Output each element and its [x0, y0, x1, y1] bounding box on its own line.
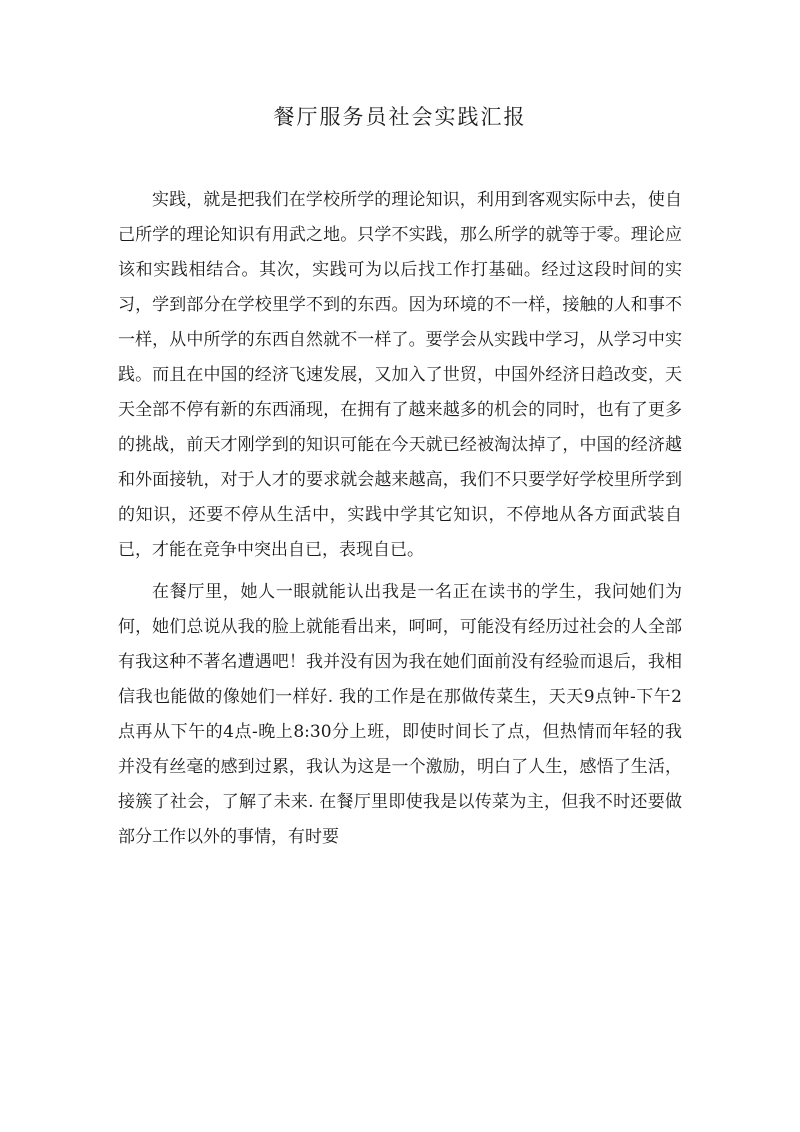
page-title: 餐厅服务员社会实践汇报: [273, 105, 527, 129]
paragraph: 实践，就是把我们在学校所学的理论知识，利用到客观实际中去，使自己所学的理论知识有用武之地。只学不实践，那么所学的就等于零。理论应该和实践相结合。其次，实践可为以后找工作打基础。经过这段时间的实习，学到部分在学校里学不到的东西。因为环境的不一样，接触的人和事不一样，从中所学的东西自然就不一样了。要学会从实践中学习，从学习中实践。而且在中国的经济飞速发展，又加入了世贸，中国外经济日趋改变，天天全部不停有新的东西涌现，在拥有了越来越多的机会的同时，也有了更多的挑战，前天才刚学到的知识可能在今天就已经被淘汰掉了，中国的经济越和外面接轨，对于人才的要求就会越来越高，我们不只要学好学校里所学到的知识，还要不停从生活中，实践中学其它知识，不停地从各方面武装自已，才能在竞争中突出自已，表现自已。: [118, 190, 682, 560]
paragraph: 在餐厅里，她人一眼就能认出我是一名正在读书的学生，我问她们为何，她们总说从我的脸上就能看出来，呵呵，可能没有经历过社会的人全部有我这种不著名遭遇吧！我并没有因为我在她们面前没有经验而退后，我相信我也能做的像她们一样好. 我的工作是在那做传菜生，天天9点钟-下午2点再从下午的4点-晚上8:30分上班，即使时间长了点，但热情而年轻的我并没有丝毫的感到过累，我认为这是一个激励，明白了人生，感悟了生活，接簇了社会，了解了未来. 在餐厅里即使我是以传菜为主，但我不时还要做部分工作以外的事情，有时要: [118, 582, 682, 847]
document-body: [118, 183, 682, 855]
